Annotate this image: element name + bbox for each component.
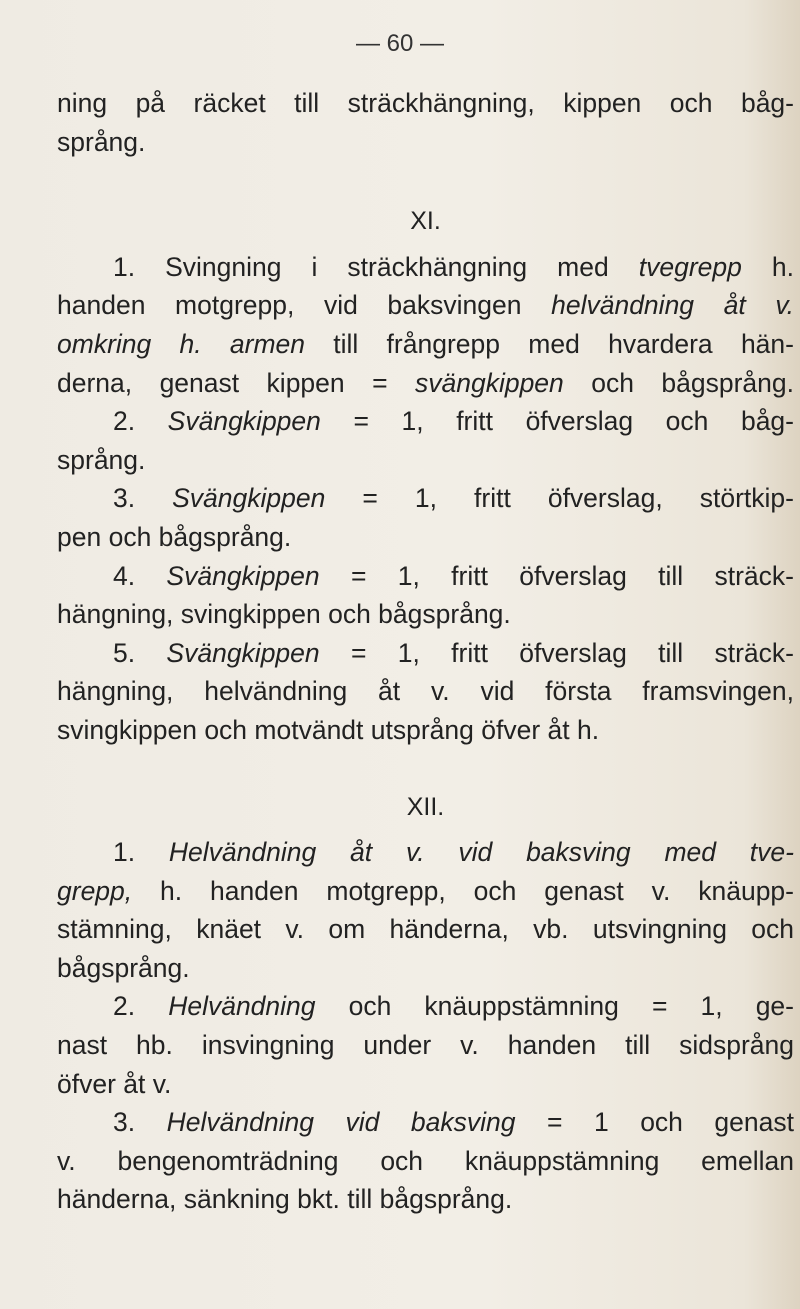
text-line <box>57 910 794 949</box>
italic-term: Svängkippen <box>166 637 320 668</box>
text-run: öfver åt v. <box>57 1068 172 1099</box>
text-run: händerna, sänkning bkt. till bågsprång. <box>57 1184 513 1215</box>
text-line <box>57 949 794 988</box>
text-line <box>57 84 794 123</box>
text-run: språng. <box>57 126 146 157</box>
italic-term: omkring h. armen <box>57 328 305 359</box>
page-number: — 60 — <box>355 30 445 57</box>
text-run: h. <box>741 251 794 282</box>
section-heading: XII. <box>406 792 445 821</box>
text-run: till frångrepp med hvardera hän- <box>305 328 794 359</box>
italic-term: Helvändning åt v. vid baksving med tve- <box>168 837 794 868</box>
text-line <box>57 1103 794 1142</box>
text-run: hängning, helvändning åt v. vid första framsvingen, <box>57 676 794 707</box>
text-run: språng. <box>57 444 146 475</box>
text-run: 1. <box>113 837 169 868</box>
text-line <box>57 711 794 750</box>
text-run: nast hb. insvingning under v. handen till sidsprång <box>57 1030 794 1061</box>
italic-term: svängkippen <box>414 367 564 398</box>
text-run: 2. <box>113 406 168 437</box>
text-line <box>57 557 794 596</box>
text-line <box>57 1065 794 1104</box>
text-line <box>57 325 794 364</box>
text-line <box>57 872 794 911</box>
text-run: och bågsprång. <box>563 367 794 398</box>
text-line <box>57 987 794 1026</box>
text-line <box>57 595 794 634</box>
section-heading: XI. <box>410 207 441 236</box>
text-line <box>57 286 794 325</box>
body-text <box>57 84 794 1219</box>
text-run: och knäuppstämning = 1, ge- <box>315 991 794 1022</box>
text-run: = 1 och genast <box>515 1107 794 1138</box>
text-run: 5. <box>113 637 167 668</box>
text-run: = 1, fritt öfverslag, störtkip- <box>325 483 794 514</box>
text-run: h. handen motgrepp, och genast v. knäupp- <box>132 875 794 906</box>
italic-term: Helvändning <box>168 991 316 1022</box>
text-run: = 1, fritt öfverslag till sträck- <box>319 560 794 591</box>
text-run: stämning, knäet v. om händerna, vb. utsvingning och <box>57 914 794 945</box>
text-run: handen motgrepp, vid baksvingen <box>57 290 552 321</box>
text-run: v. bengenomträdning och knäuppstämning emellan <box>57 1145 794 1176</box>
italic-term: Svängkippen <box>167 406 321 437</box>
text-run: 1. Svingning i sträckhängning med <box>113 251 639 282</box>
text-line <box>57 479 794 518</box>
text-run: 3. <box>113 483 173 514</box>
italic-term: Svängkippen <box>172 483 326 514</box>
text-line <box>57 248 794 287</box>
italic-term: Helvändning vid baksving <box>166 1107 516 1138</box>
text-line <box>57 1026 794 1065</box>
text-line <box>57 441 794 480</box>
italic-term: tvegrepp <box>638 251 742 282</box>
text-line <box>57 364 794 403</box>
text-line <box>57 1180 794 1219</box>
text-line <box>57 672 794 711</box>
text-run: hängning, svingkippen och bågsprång. <box>57 599 511 630</box>
text-line <box>57 833 794 872</box>
text-run: ning på räcket till sträckhängning, kippen och båg- <box>57 88 794 118</box>
text-run: 2. <box>113 991 169 1022</box>
italic-term: helvändning åt v. <box>551 290 794 321</box>
text-run: = 1, fritt öfverslag till sträck- <box>319 637 794 668</box>
text-run: 3. <box>113 1107 167 1138</box>
italic-term: grepp, <box>57 875 133 906</box>
text-run: bågsprång. <box>57 952 190 983</box>
text-run: = 1, fritt öfverslag och båg- <box>320 406 794 437</box>
italic-term: Svängkippen <box>166 560 320 591</box>
text-line <box>57 518 794 557</box>
text-line <box>57 402 794 441</box>
text-line <box>57 634 794 673</box>
text-line <box>57 1142 794 1181</box>
text-run: pen och bågsprång. <box>57 521 292 552</box>
text-line <box>57 123 794 162</box>
text-run: svingkippen och motvändt utsprång öfver åt h. <box>57 714 600 745</box>
text-run: derna, genast kippen = <box>57 367 415 398</box>
text-run: 4. <box>113 560 167 591</box>
